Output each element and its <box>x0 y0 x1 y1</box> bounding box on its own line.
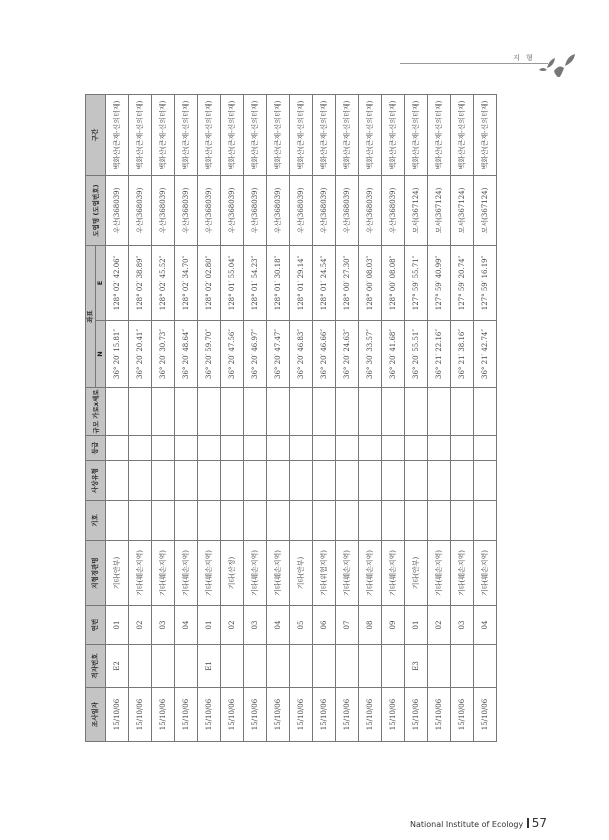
table-row <box>290 95 313 742</box>
cell-e: 128° 02′ 38.89″ <box>129 246 152 321</box>
cell-name: 기타(안부) <box>290 541 313 606</box>
cell-e: 128° 01′ 30.18″ <box>267 246 290 321</box>
cell-section: 백화산(큰재-신의터재) <box>451 95 474 176</box>
cell-date: 15/10/06 <box>474 688 497 742</box>
cell-e: 128° 01′ 55.04″ <box>221 246 244 321</box>
cell-date: 15/10/06 <box>152 688 175 742</box>
cell-section: 백화산(큰재-신의터재) <box>290 95 313 176</box>
cell-map: 우산(368039) <box>221 176 244 246</box>
table-row <box>474 95 497 742</box>
cell-grade <box>336 436 359 461</box>
cell-size <box>198 388 221 436</box>
cell-seq: 04 <box>474 606 497 645</box>
cell-n: 36° 20′ 48.64″ <box>175 321 198 388</box>
cell-n: 36° 20′ 55.51″ <box>405 321 428 388</box>
cell-grid <box>290 645 313 688</box>
header-symbol: 기호 <box>86 501 106 541</box>
cell-date: 15/10/06 <box>336 688 359 742</box>
table-row <box>382 95 405 742</box>
header-type: 사상유형 <box>86 461 106 501</box>
cell-map: 모서(367124) <box>428 176 451 246</box>
cell-grid: E3 <box>405 645 428 688</box>
cell-grid <box>474 645 497 688</box>
cell-grade <box>267 436 290 461</box>
cell-type <box>382 461 405 501</box>
cell-e: 128° 00′ 08.03″ <box>359 246 382 321</box>
cell-symbol <box>129 501 152 541</box>
cell-e: 128° 01′ 24.54″ <box>313 246 336 321</box>
cell-date: 15/10/06 <box>198 688 221 742</box>
cell-type <box>152 461 175 501</box>
cell-grid: E1 <box>198 645 221 688</box>
cell-seq: 03 <box>152 606 175 645</box>
cell-date: 15/10/06 <box>405 688 428 742</box>
cell-grade <box>474 436 497 461</box>
cell-e: 127° 59′ 40.99″ <box>428 246 451 321</box>
cell-name: 기타(훼손지역) <box>152 541 175 606</box>
cell-map: 우산(368039) <box>336 176 359 246</box>
header-coord: 좌표 <box>86 246 96 388</box>
cell-seq: 02 <box>221 606 244 645</box>
cell-date: 15/10/06 <box>451 688 474 742</box>
cell-size <box>336 388 359 436</box>
cell-grade <box>106 436 129 461</box>
footer-divider <box>527 818 529 828</box>
cell-grid: E2 <box>106 645 129 688</box>
cell-n: 36° 21′ 22.16″ <box>428 321 451 388</box>
cell-map: 모서(367124) <box>405 176 428 246</box>
cell-grade <box>198 436 221 461</box>
cell-seq: 02 <box>129 606 152 645</box>
cell-seq: 08 <box>359 606 382 645</box>
table-row <box>175 95 198 742</box>
cell-map: 우산(368039) <box>198 176 221 246</box>
cell-grade <box>359 436 382 461</box>
cell-name: 기타(훼손지역) <box>244 541 267 606</box>
header-e: E <box>96 246 106 321</box>
cell-name: 기타(훼손지역) <box>359 541 382 606</box>
cell-map: 모서(367124) <box>474 176 497 246</box>
cell-map: 모서(367124) <box>451 176 474 246</box>
cell-size <box>267 388 290 436</box>
header-name: 지형경관명 <box>86 541 106 606</box>
cell-name: 기타(훼손지역) <box>451 541 474 606</box>
cell-name: 기타(훼손지역) <box>428 541 451 606</box>
cell-symbol <box>428 501 451 541</box>
table-row <box>359 95 382 742</box>
footer <box>410 816 547 830</box>
cell-name: 기타(훼손지역) <box>175 541 198 606</box>
cell-date: 15/10/06 <box>221 688 244 742</box>
header-rule <box>400 63 548 64</box>
cell-size <box>106 388 129 436</box>
cell-section: 백화산(큰재-신의터재) <box>221 95 244 176</box>
cell-n: 36° 21′ 38.16″ <box>451 321 474 388</box>
cell-section: 백화산(큰재-신의터재) <box>106 95 129 176</box>
cell-section: 백화산(큰재-신의터재) <box>405 95 428 176</box>
cell-n: 36° 20′ 41.68″ <box>382 321 405 388</box>
cell-grid <box>451 645 474 688</box>
cell-size <box>382 388 405 436</box>
cell-symbol <box>313 501 336 541</box>
cell-grade <box>405 436 428 461</box>
cell-date: 15/10/06 <box>382 688 405 742</box>
cell-symbol <box>152 501 175 541</box>
cell-name: 기타(훼손지역) <box>474 541 497 606</box>
cell-grade <box>175 436 198 461</box>
cell-type <box>267 461 290 501</box>
cell-type <box>106 461 129 501</box>
cell-map: 우산(368039) <box>267 176 290 246</box>
header-section: 구간 <box>86 95 106 176</box>
cell-type <box>129 461 152 501</box>
cell-section: 백화산(큰재-신의터재) <box>175 95 198 176</box>
cell-date: 15/10/06 <box>313 688 336 742</box>
cell-n: 36° 20′ 20.41″ <box>129 321 152 388</box>
cell-e: 128° 00′ 27.30″ <box>336 246 359 321</box>
cell-map: 우산(368039) <box>175 176 198 246</box>
table-row <box>267 95 290 742</box>
cell-symbol <box>198 501 221 541</box>
header-seq: 연번 <box>86 606 106 645</box>
cell-date: 15/10/06 <box>267 688 290 742</box>
cell-date: 15/10/06 <box>290 688 313 742</box>
cell-grade <box>152 436 175 461</box>
cell-section: 백화산(큰재-신의터재) <box>474 95 497 176</box>
table-row <box>336 95 359 742</box>
cell-name: 기타(안부) <box>106 541 129 606</box>
cell-size <box>474 388 497 436</box>
cell-type <box>221 461 244 501</box>
cell-e: 128° 02′ 34.70″ <box>175 246 198 321</box>
table-row <box>313 95 336 742</box>
rotated-table-container <box>85 95 497 742</box>
cell-n: 36° 20′ 47.56″ <box>221 321 244 388</box>
cell-size <box>221 388 244 436</box>
cell-grid <box>313 645 336 688</box>
cell-size <box>313 388 336 436</box>
cell-grade <box>129 436 152 461</box>
cell-grid <box>359 645 382 688</box>
cell-date: 15/10/06 <box>359 688 382 742</box>
cell-type <box>405 461 428 501</box>
cell-map: 우산(368039) <box>129 176 152 246</box>
cell-date: 15/10/06 <box>175 688 198 742</box>
cell-size <box>175 388 198 436</box>
cell-grid <box>428 645 451 688</box>
cell-date: 15/10/06 <box>428 688 451 742</box>
cell-e: 128° 02′ 02.80″ <box>198 246 221 321</box>
cell-section: 백화산(큰재-신의터재) <box>428 95 451 176</box>
cell-n: 36° 20′ 46.97″ <box>244 321 267 388</box>
cell-section: 백화산(큰재-신의터재) <box>313 95 336 176</box>
cell-grid <box>336 645 359 688</box>
cell-symbol <box>290 501 313 541</box>
cell-section: 백화산(큰재-신의터재) <box>244 95 267 176</box>
table-row <box>405 95 428 742</box>
cell-symbol <box>175 501 198 541</box>
cell-name: 기타(안부) <box>405 541 428 606</box>
cell-name: 기타(훼손지역) <box>267 541 290 606</box>
table-row <box>152 95 175 742</box>
cell-grade <box>428 436 451 461</box>
cell-seq: 02 <box>428 606 451 645</box>
cell-type <box>336 461 359 501</box>
cell-map: 우산(368039) <box>152 176 175 246</box>
cell-section: 백화산(큰재-신의터재) <box>336 95 359 176</box>
cell-symbol <box>336 501 359 541</box>
cell-seq: 06 <box>313 606 336 645</box>
cell-section: 백화산(큰재-신의터재) <box>382 95 405 176</box>
cell-seq: 09 <box>382 606 405 645</box>
header-size: 규모 가로x세로 <box>86 388 106 436</box>
cell-seq: 04 <box>267 606 290 645</box>
cell-type <box>451 461 474 501</box>
cell-symbol <box>244 501 267 541</box>
cell-grid <box>129 645 152 688</box>
cell-map: 우산(368039) <box>382 176 405 246</box>
cell-symbol <box>474 501 497 541</box>
table-row <box>451 95 474 742</box>
cell-seq: 05 <box>290 606 313 645</box>
cell-size <box>359 388 382 436</box>
cell-name: 기타(훼손지역) <box>198 541 221 606</box>
cell-type <box>428 461 451 501</box>
cell-e: 128° 01′ 54.23″ <box>244 246 267 321</box>
cell-symbol <box>267 501 290 541</box>
cell-n: 36° 20′ 30.73″ <box>152 321 175 388</box>
page-number: 57 <box>531 816 547 830</box>
cell-name: 기타(산정) <box>221 541 244 606</box>
cell-seq: 07 <box>336 606 359 645</box>
cell-grid <box>244 645 267 688</box>
cell-grid <box>267 645 290 688</box>
table-row <box>244 95 267 742</box>
cell-section: 백화산(큰재-신의터재) <box>198 95 221 176</box>
table-row <box>129 95 152 742</box>
cell-grid <box>382 645 405 688</box>
cell-e: 128° 02′ 45.52″ <box>152 246 175 321</box>
cell-size <box>428 388 451 436</box>
cell-e: 127° 59′ 55.71″ <box>405 246 428 321</box>
leaf-icon <box>537 52 582 77</box>
landscape-survey-table <box>85 94 497 742</box>
cell-e: 128° 01′ 29.14″ <box>290 246 313 321</box>
cell-n: 36° 20′ 47.47″ <box>267 321 290 388</box>
cell-map: 우산(368039) <box>359 176 382 246</box>
cell-type <box>313 461 336 501</box>
cell-n: 36° 20′ 59.70″ <box>198 321 221 388</box>
cell-grid <box>152 645 175 688</box>
cell-type <box>175 461 198 501</box>
cell-n: 36° 20′ 24.63″ <box>336 321 359 388</box>
cell-type <box>359 461 382 501</box>
header-grid: 격자번호 <box>86 645 106 688</box>
cell-grade <box>221 436 244 461</box>
cell-n: 36° 20′ 46.83″ <box>290 321 313 388</box>
header-date: 조사일자 <box>86 688 106 742</box>
cell-section: 백화산(큰재-신의터재) <box>359 95 382 176</box>
header-grade: 등급 <box>86 436 106 461</box>
cell-section: 백화산(큰재-신의터재) <box>152 95 175 176</box>
cell-grade <box>244 436 267 461</box>
cell-section: 백화산(큰재-신의터재) <box>267 95 290 176</box>
cell-size <box>129 388 152 436</box>
cell-map: 우산(368039) <box>290 176 313 246</box>
cell-size <box>244 388 267 436</box>
cell-seq: 01 <box>198 606 221 645</box>
cell-grade <box>313 436 336 461</box>
cell-name: 기타(훼손지역) <box>336 541 359 606</box>
cell-symbol <box>221 501 244 541</box>
cell-seq: 01 <box>106 606 129 645</box>
cell-n: 36° 20′ 46.66″ <box>313 321 336 388</box>
cell-grade <box>382 436 405 461</box>
cell-size <box>451 388 474 436</box>
cell-name: 기타(훼손지역) <box>129 541 152 606</box>
cell-type <box>290 461 313 501</box>
cell-grid <box>221 645 244 688</box>
cell-e: 127° 59′ 20.74″ <box>451 246 474 321</box>
cell-e: 128° 00′ 08.08″ <box>382 246 405 321</box>
cell-grade <box>290 436 313 461</box>
cell-seq: 01 <box>405 606 428 645</box>
cell-e: 127° 59′ 16.19″ <box>474 246 497 321</box>
cell-symbol <box>359 501 382 541</box>
cell-n: 36° 20′ 15.81″ <box>106 321 129 388</box>
cell-type <box>244 461 267 501</box>
table-row <box>106 95 129 742</box>
cell-map: 우산(368039) <box>106 176 129 246</box>
section-title: 지 형 <box>513 54 535 62</box>
cell-n: 36° 30′ 33.57″ <box>359 321 382 388</box>
cell-date: 15/10/06 <box>106 688 129 742</box>
cell-date: 15/10/06 <box>244 688 267 742</box>
cell-seq: 04 <box>175 606 198 645</box>
header-n: N <box>96 321 106 388</box>
table-row <box>198 95 221 742</box>
cell-map: 우산(368039) <box>244 176 267 246</box>
cell-type <box>198 461 221 501</box>
cell-seq: 03 <box>244 606 267 645</box>
cell-size <box>290 388 313 436</box>
cell-grade <box>451 436 474 461</box>
cell-size <box>405 388 428 436</box>
cell-name: 기타(위험지역) <box>313 541 336 606</box>
cell-size <box>152 388 175 436</box>
table-row <box>221 95 244 742</box>
cell-symbol <box>382 501 405 541</box>
cell-symbol <box>106 501 129 541</box>
cell-type <box>474 461 497 501</box>
cell-symbol <box>451 501 474 541</box>
footer-institute: National Institute of Ecology <box>410 820 524 829</box>
cell-seq: 03 <box>451 606 474 645</box>
cell-symbol <box>405 501 428 541</box>
cell-name: 기타(훼손지역) <box>382 541 405 606</box>
cell-date: 15/10/06 <box>129 688 152 742</box>
cell-e: 128° 02′ 42.06″ <box>106 246 129 321</box>
cell-n: 36° 21′ 42.74″ <box>474 321 497 388</box>
header-map: 도엽명 (도엽번호) <box>86 176 106 246</box>
cell-section: 백화산(큰재-신의터재) <box>129 95 152 176</box>
table-row <box>428 95 451 742</box>
cell-map: 우산(368039) <box>313 176 336 246</box>
cell-grid <box>175 645 198 688</box>
